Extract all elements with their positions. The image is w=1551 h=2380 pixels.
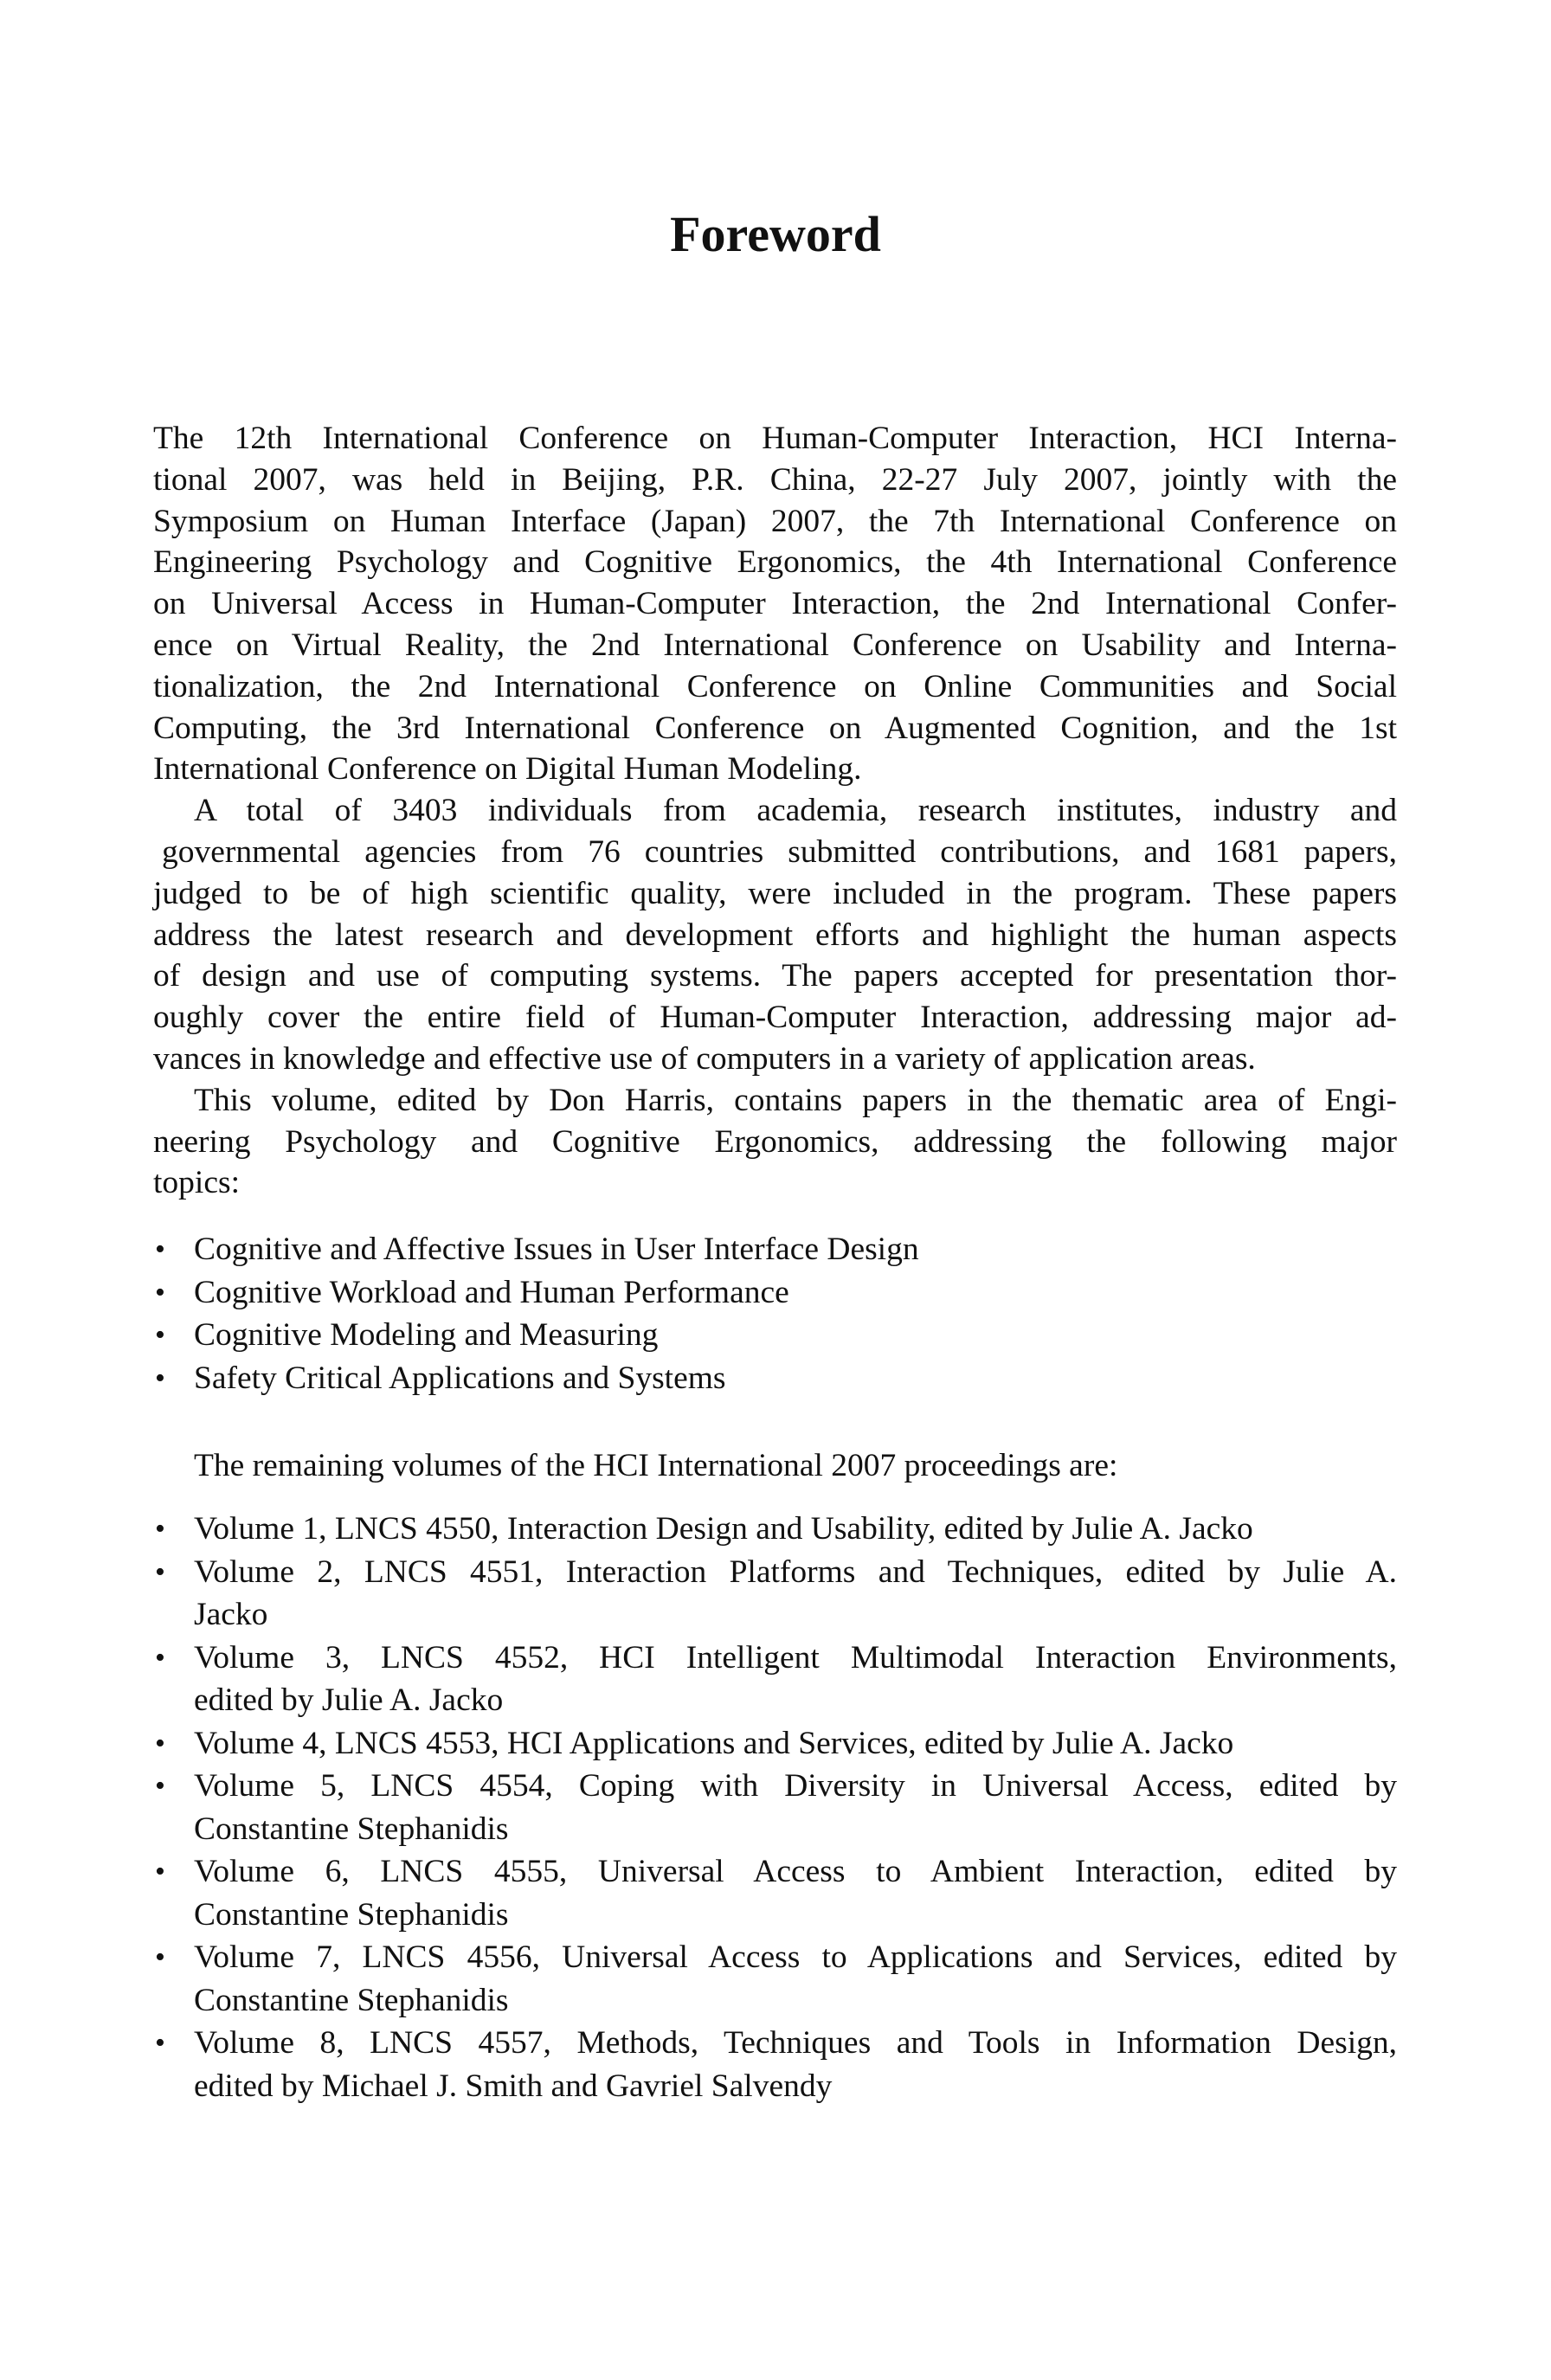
text-line: A total of 3403 individuals from academia, research institutes, industry and (194, 793, 1397, 829)
bullet-icon: • (155, 1941, 165, 1973)
text-line: address the latest research and development efforts and highlight the human aspects (153, 917, 1397, 953)
topics-list (153, 1228, 1397, 1399)
bullet-icon: • (155, 1727, 165, 1759)
list-item (153, 1722, 1397, 1766)
list-item-text: Cognitive Workload and Human Performance (194, 1274, 789, 1310)
list-item (153, 1271, 1397, 1315)
list-item-text: Cognitive and Affective Issues in User Interface Design (194, 1232, 919, 1267)
bullet-icon: • (155, 1319, 165, 1351)
list-item-text: Constantine Stephanidis (194, 1982, 509, 2018)
list-item (153, 2022, 1397, 2107)
text-line: This volume, edited by Don Harris, contains papers in the thematic area of Engi- (194, 1082, 1397, 1118)
list-item (153, 1765, 1397, 1850)
text-line: tionalization, the 2nd International Conference on Online Communities and Social (153, 668, 1397, 704)
list-item (153, 1228, 1397, 1271)
page-title: Foreword (670, 206, 881, 262)
list-item (153, 1508, 1397, 1551)
list-item-text: Volume 5, LNCS 4554, Coping with Diversity in Universal Access, edited by (194, 1768, 1397, 1804)
list-item (153, 1637, 1397, 1722)
list-item-text: Constantine Stephanidis (194, 1896, 509, 1933)
volumes-list (153, 1508, 1397, 2107)
list-item-text: Volume 6, LNCS 4555, Universal Access to Ambient Interaction, edited by (194, 1854, 1397, 1889)
list-item-text: Volume 2, LNCS 4551, Interaction Platforms and Techniques, edited by Julie A. (194, 1553, 1397, 1590)
list-item-text: Safety Critical Applications and Systems (194, 1360, 726, 1396)
text-line: ence on Virtual Reality, the 2nd International Conference on Usability and Interna- (153, 627, 1397, 663)
bullet-icon: • (155, 1513, 165, 1545)
list-item (153, 1314, 1397, 1357)
text-line: International Conference on Digital Human Modeling. (153, 751, 862, 788)
list-item-text: edited by Julie A. Jacko (194, 1682, 504, 1718)
list-item (153, 1850, 1397, 1936)
text-line: Engineering Psychology and Cognitive Ergonomics, the 4th International Conference (153, 544, 1397, 581)
text-line: Computing, the 3rd International Conference on Augmented Cognition, and the 1st (153, 710, 1397, 746)
volumes-intro: The remaining volumes of the HCI International 2007 proceedings are: (194, 1448, 1118, 1483)
text-line: oughly cover the entire field of Human-Computer Interaction, addressing major ad- (153, 1000, 1397, 1036)
bullet-icon: • (155, 2027, 165, 2059)
list-item-text: Volume 3, LNCS 4552, HCI Intelligent Multimodal Interaction Environments, (194, 1639, 1397, 1676)
list-item-text: Cognitive Modeling and Measuring (194, 1317, 659, 1353)
list-item-text: Constantine Stephanidis (194, 1811, 509, 1847)
bullet-icon: • (155, 1856, 165, 1888)
text-line: Symposium on Human Interface (Japan) 2007, the 7th International Conference on (153, 503, 1397, 539)
text-line: The 12th International Conference on Human-Computer Interaction, HCI Interna- (153, 421, 1397, 456)
text-line: topics: (153, 1165, 240, 1201)
list-item-text: Jacko (194, 1597, 268, 1632)
bullet-icon: • (155, 1276, 165, 1309)
bullet-icon: • (155, 1233, 165, 1265)
list-item (153, 1551, 1397, 1637)
text-line: tional 2007, was held in Beijing, P.R. China, 22-27 July 2007, jointly with the (153, 461, 1397, 498)
text-line: neering Psychology and Cognitive Ergonomics, addressing the following major (153, 1123, 1397, 1160)
list-item-text: Volume 1, LNCS 4550, Interaction Design and Usability, edited by Julie A. Jacko (194, 1511, 1253, 1547)
text-line: governmental agencies from 76 countries submitted contributions, and 1681 papers, (162, 833, 1397, 870)
list-item-text: Volume 4, LNCS 4553, HCI Applications and Services, edited by Julie A. Jacko (194, 1725, 1234, 1761)
text-line: on Universal Access in Human-Computer Interaction, the 2nd International Confer- (153, 586, 1397, 622)
list-item-text: Volume 8, LNCS 4557, Methods, Techniques and Tools in Information Design, (194, 2025, 1397, 2061)
list-item-text: edited by Michael J. Smith and Gavriel Salvendy (194, 2068, 833, 2104)
text-line: of design and use of computing systems. The papers accepted for presentation thor- (153, 958, 1397, 994)
body-text (153, 418, 1397, 1204)
bullet-icon: • (155, 1641, 165, 1674)
bullet-icon: • (155, 1555, 165, 1588)
list-item (153, 1357, 1397, 1400)
list-item-text: Volume 7, LNCS 4556, Universal Access to Applications and Services, edited by (194, 1939, 1397, 1975)
bullet-icon: • (155, 1770, 165, 1802)
bullet-icon: • (155, 1361, 165, 1394)
text-line: judged to be of high scientific quality, were included in the program. These papers (153, 875, 1397, 911)
text-line: vances in knowledge and effective use of computers in a variety of application areas. (153, 1040, 1256, 1077)
list-item (153, 1936, 1397, 2022)
